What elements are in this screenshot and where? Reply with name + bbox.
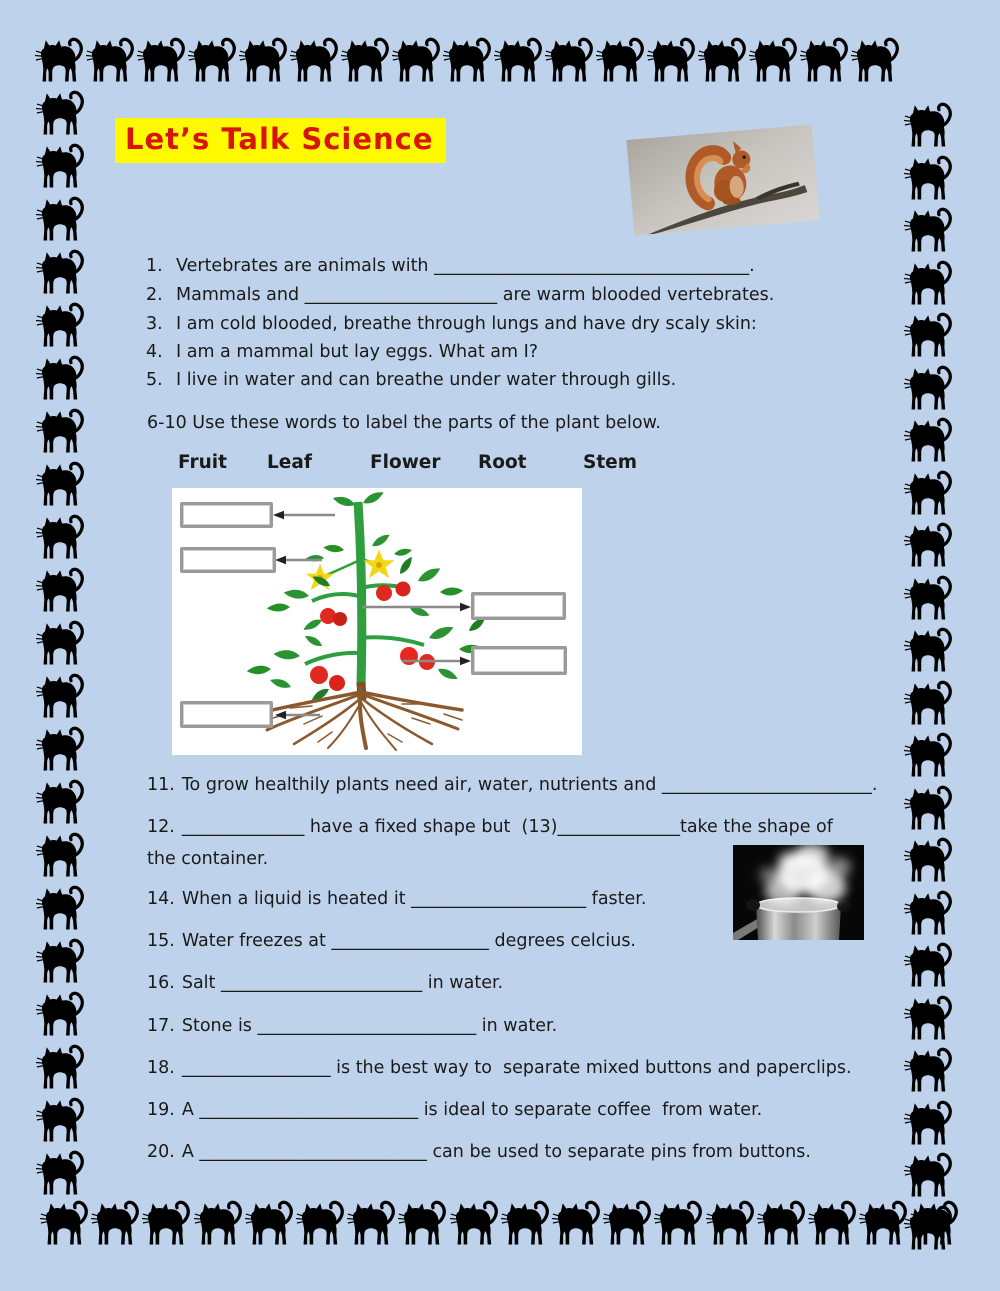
question-3: 3. I am cold blooded, breathe through lungs and have dry scaly skin: [146,314,757,334]
black-cat-icon [904,623,956,677]
black-cat-icon [904,151,956,205]
tomato-fruit [329,675,345,691]
question-17: 17. Stone is _________________________ in water. [147,1016,558,1036]
plant-label-input-2[interactable] [180,547,276,573]
tomato-fruit [310,666,328,684]
black-cat-icon [36,1146,88,1200]
black-cat-icon [36,139,88,193]
black-cat-icon [36,987,88,1041]
black-cat-icon [142,1196,194,1250]
plant-diagram-panel [172,488,582,755]
black-cat-icon [347,1196,399,1250]
worksheet-title-text: Let’s Talk Science [125,122,434,156]
word-bank-root: Root [478,452,527,473]
black-cat-icon [36,351,88,405]
black-cat-icon [36,934,88,988]
black-cat-icon [341,33,393,87]
black-cat-icon [904,466,956,520]
black-cat-icon [36,828,88,882]
black-cat-icon [443,33,495,87]
black-cat-icon [36,669,88,723]
plant-label-input-3[interactable] [471,592,566,620]
black-cat-icon [392,33,444,87]
black-cat-icon [904,413,956,467]
question-4: 4. I am a mammal but lay eggs. What am I? [146,342,539,362]
black-cat-icon [706,1196,758,1250]
black-cat-icon [904,1096,956,1150]
black-cat-icon [757,1196,809,1250]
black-cat-icon [904,98,956,152]
tomato-fruit [396,582,411,597]
question-5: 5. I live in water and can breathe under water through gills. [146,370,677,390]
black-cat-icon [36,404,88,458]
black-cat-icon [904,1043,956,1097]
plant-label-input-4[interactable] [471,646,567,675]
black-cat-icon [194,1196,246,1250]
label-arrows [273,511,471,719]
black-cat-icon [904,571,956,625]
black-cat-icon [36,1040,88,1094]
tomato-fruit [376,585,392,601]
black-cat-icon [296,1196,348,1250]
black-cat-icon [398,1196,450,1250]
squirrel-photo [626,124,819,235]
question-20: 20. A __________________________ can be used to separate pins from buttons. [147,1142,811,1162]
black-cat-icon [36,298,88,352]
instruction-6-10: 6-10 Use these words to label the parts of the plant below. [147,413,661,433]
black-cat-icon [808,1196,860,1250]
black-cat-icon [36,616,88,670]
black-cat-icon [904,886,956,940]
black-cat-icon [245,1196,297,1250]
black-cat-icon [904,938,956,992]
black-cat-icon [859,1196,911,1250]
black-cat-icon [91,1196,143,1250]
question-19: 19. A _________________________ is ideal to separate coffee from water. [147,1100,763,1120]
tomato-fruit [400,647,418,665]
word-bank-leaf: Leaf [267,452,312,473]
black-cat-icon [904,728,956,782]
worksheet-title [115,118,446,163]
black-cat-icon [36,192,88,246]
plant-label-input-5[interactable] [180,701,273,728]
black-cat-icon [904,676,956,730]
black-cat-icon [910,1196,962,1250]
question-16: 16. Salt _______________________ in water. [147,973,504,993]
question-15: 15. Water freezes at __________________ degrees celcius. [147,931,636,951]
black-cat-icon [552,1196,604,1250]
plant-label-input-1[interactable] [180,502,273,528]
black-cat-icon [290,33,342,87]
black-cat-icon [698,33,750,87]
black-cat-icon [904,518,956,572]
question-11: 11. To grow healthily plants need air, water, nutrients and ________________________. [147,775,878,795]
black-cat-icon [36,1093,88,1147]
question-2: 2. Mammals and ______________________ are warm blooded vertebrates. [146,285,775,305]
black-cat-icon [36,245,88,299]
black-cat-icon [851,33,903,87]
black-cat-icon [647,33,699,87]
question-1: 1. Vertebrates are animals with ____________________________________. [146,256,755,276]
black-cat-icon [36,563,88,617]
word-bank-flower: Flower [370,452,441,473]
black-cat-icon [904,203,956,257]
black-cat-icon [904,1148,956,1202]
black-cat-icon [904,308,956,362]
question-14: 14. When a liquid is heated it ____________________ faster. [147,889,647,909]
black-cat-icon [137,33,189,87]
black-cat-icon [494,33,546,87]
black-cat-icon [40,1196,92,1250]
black-cat-icon [904,361,956,415]
black-cat-icon [36,722,88,776]
question-12-continuation: the container. [147,849,269,869]
black-cat-icon [904,833,956,887]
tomato-fruit [333,612,347,626]
question-12-13: 12. ______________ have a fixed shape but (13)______________take the shape of [147,817,833,837]
black-cat-icon [36,510,88,564]
black-cat-icon [800,33,852,87]
black-cat-icon [596,33,648,87]
black-cat-icon [603,1196,655,1250]
black-cat-icon [654,1196,706,1250]
question-18: 18. _________________ is the best way to separate mixed buttons and paperclips. [147,1058,852,1078]
black-cat-icon [904,256,956,310]
black-cat-icon [545,33,597,87]
black-cat-icon [35,33,87,87]
black-cat-icon [36,457,88,511]
black-cat-icon [904,991,956,1045]
black-cat-icon [36,86,88,140]
black-cat-icon [188,33,240,87]
black-cat-icon [749,33,801,87]
black-cat-icon [450,1196,502,1250]
word-bank-fruit: Fruit [178,452,227,473]
steaming-pot-photo [733,845,864,940]
black-cat-icon [904,781,956,835]
black-cat-icon [239,33,291,87]
word-bank-stem: Stem [583,452,637,473]
black-cat-icon [501,1196,553,1250]
black-cat-icon [86,33,138,87]
black-cat-icon [36,775,88,829]
black-cat-icon [36,881,88,935]
